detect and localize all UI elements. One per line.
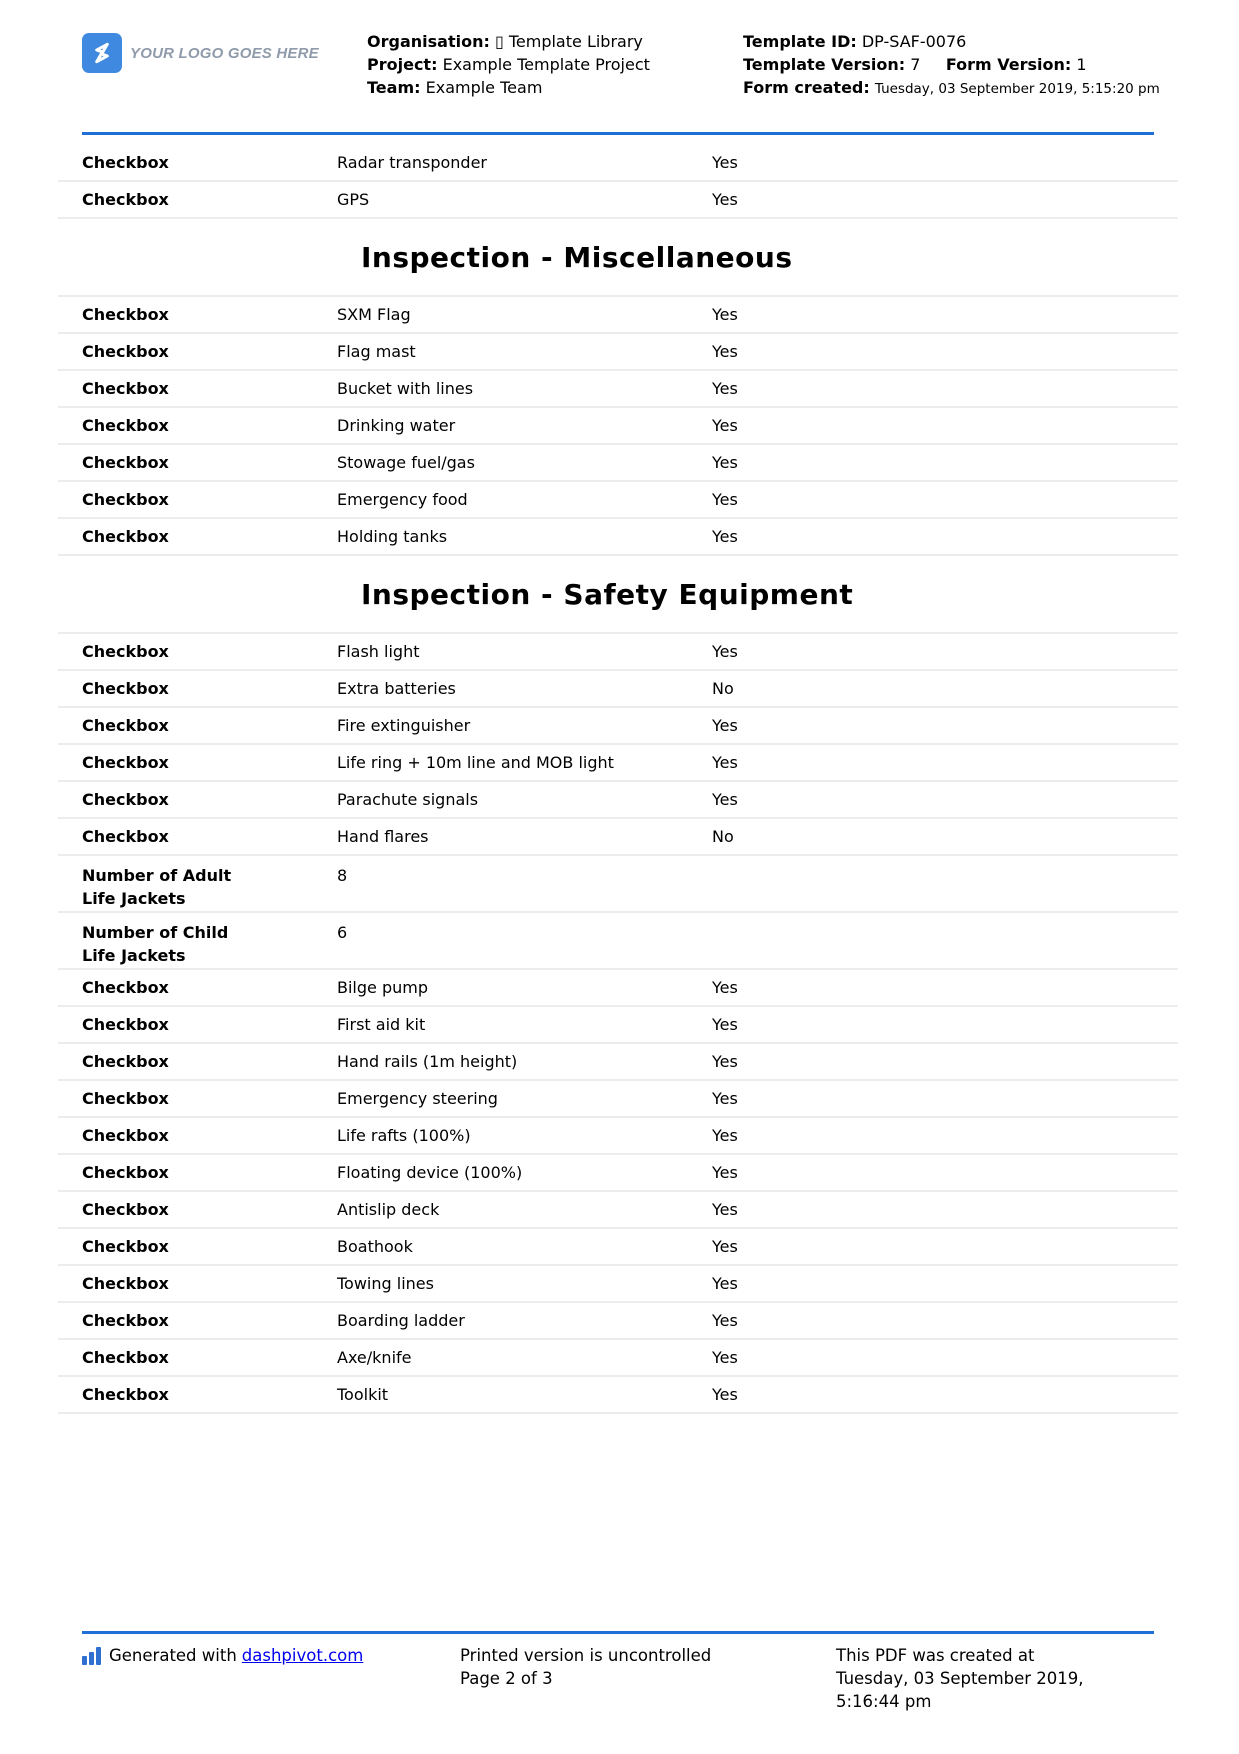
field-label: Number of Adult Life Jackets <box>82 866 232 908</box>
field-type: Checkbox <box>82 716 169 735</box>
table-row <box>58 371 1178 408</box>
project-value: Example Template Project <box>442 55 650 74</box>
organisation-label: Organisation: <box>367 32 490 51</box>
field-value: Yes <box>712 1163 738 1182</box>
table-row <box>58 182 1178 219</box>
footer-divider <box>82 1631 1154 1634</box>
field-label: Number of Child Life Jackets <box>82 923 229 965</box>
field-label: Flash light <box>337 642 420 661</box>
table-row <box>58 1229 1178 1266</box>
section-title-safety-equipment: Inspection - Safety Equipment <box>58 556 1178 634</box>
table-row <box>58 408 1178 445</box>
table-row <box>58 708 1178 745</box>
table-row <box>58 297 1178 334</box>
field-label: First aid kit <box>337 1015 426 1034</box>
checklist-group-safety-equipment <box>58 634 1178 856</box>
field-value: 6 <box>337 923 348 942</box>
header-divider <box>82 132 1154 135</box>
dashpivot-link[interactable]: dashpivot.com <box>241 1646 364 1665</box>
dashpivot-bars-icon <box>82 1647 101 1665</box>
field-label: Hand flares <box>337 827 429 846</box>
field-label: Fire extinguisher <box>337 716 471 735</box>
template-id-label: Template ID: <box>743 32 857 51</box>
field-type: Checkbox <box>82 1126 169 1145</box>
life-jacket-counts <box>58 856 1178 970</box>
field-type: Checkbox <box>82 1385 169 1404</box>
field-value: Yes <box>712 1200 738 1219</box>
table-row <box>58 856 1178 913</box>
field-label: Extra batteries <box>337 679 456 698</box>
section-title-miscellaneous: Inspection - Miscellaneous <box>58 219 1178 297</box>
field-type: Checkbox <box>82 1163 169 1182</box>
table-row <box>58 482 1178 519</box>
field-value: Yes <box>712 305 738 324</box>
field-value: Yes <box>712 1052 738 1071</box>
field-label: Bucket with lines <box>337 379 474 398</box>
field-label: Life ring + 10m line and MOB light <box>337 753 614 772</box>
field-label: Toolkit <box>337 1385 389 1404</box>
field-type: Checkbox <box>82 1311 169 1330</box>
field-value: Yes <box>712 490 738 509</box>
field-value: Yes <box>712 716 738 735</box>
table-row <box>58 1155 1178 1192</box>
field-type: Checkbox <box>82 1089 169 1108</box>
field-value: Yes <box>712 153 738 172</box>
header-meta-template <box>743 30 1163 101</box>
team-value: Example Team <box>425 78 543 97</box>
table-row <box>58 519 1178 556</box>
table-row <box>58 671 1178 708</box>
checklist-group-miscellaneous <box>58 297 1178 556</box>
field-type: Checkbox <box>82 642 169 661</box>
field-type: Checkbox <box>82 753 169 772</box>
logo-icon <box>82 33 122 73</box>
field-label: Radar transponder <box>337 153 487 172</box>
field-label: Towing lines <box>337 1274 434 1293</box>
table-row <box>58 1007 1178 1044</box>
table-row <box>58 445 1178 482</box>
form-created-label: Form created: <box>743 78 870 97</box>
field-type: Checkbox <box>82 1015 169 1034</box>
field-type: Checkbox <box>82 679 169 698</box>
template-version-value: 7 <box>910 55 921 74</box>
table-row <box>58 782 1178 819</box>
print-info <box>460 1644 711 1690</box>
field-type: Checkbox <box>82 1274 169 1293</box>
table-row <box>58 1340 1178 1377</box>
field-value: Yes <box>712 1089 738 1108</box>
field-value: 8 <box>337 866 348 885</box>
field-value: Yes <box>712 1385 738 1404</box>
field-value: Yes <box>712 342 738 361</box>
field-type: Checkbox <box>82 416 169 435</box>
table-row <box>58 745 1178 782</box>
field-value: Yes <box>712 527 738 546</box>
field-type: Checkbox <box>82 1200 169 1219</box>
field-label: Hand rails (1m height) <box>337 1052 518 1071</box>
field-type: Checkbox <box>82 827 169 846</box>
field-value: Yes <box>712 1311 738 1330</box>
field-type: Checkbox <box>82 453 169 472</box>
table-row <box>58 145 1178 182</box>
field-value: Yes <box>712 1015 738 1034</box>
field-value: No <box>712 679 734 698</box>
checklist-group-safety-equipment-continued <box>58 970 1178 1414</box>
pdf-created-line1: This PDF was created at <box>836 1646 1035 1665</box>
project-label: Project: <box>367 55 438 74</box>
pdf-created-line3: 5:16:44 pm <box>836 1692 932 1711</box>
organisation-value: ▯ Template Library <box>494 32 643 51</box>
field-label: Bilge pump <box>337 978 428 997</box>
table-row <box>58 913 1178 970</box>
field-type: Checkbox <box>82 978 169 997</box>
field-label: Parachute signals <box>337 790 479 809</box>
form-created-value: Tuesday, 03 September 2019, 5:15:20 pm <box>874 81 1160 97</box>
table-row <box>58 1377 1178 1414</box>
form-version-value: 1 <box>1076 55 1087 74</box>
team-label: Team: <box>367 78 421 97</box>
field-value: Yes <box>712 978 738 997</box>
field-type: Checkbox <box>82 790 169 809</box>
logo-text: YOUR LOGO GOES HERE <box>130 44 319 62</box>
form-content <box>58 145 1178 1414</box>
checklist-group-navigation <box>58 145 1178 219</box>
field-value: Yes <box>712 190 738 209</box>
field-value: Yes <box>712 790 738 809</box>
field-label: Emergency steering <box>337 1089 498 1108</box>
field-label: Antislip deck <box>337 1200 440 1219</box>
company-logo <box>82 33 319 73</box>
field-label: Emergency food <box>337 490 468 509</box>
field-value: Yes <box>712 1126 738 1145</box>
field-type: Checkbox <box>82 190 169 209</box>
field-value: Yes <box>712 642 738 661</box>
field-label: Stowage fuel/gas <box>337 453 475 472</box>
pdf-created-line2: Tuesday, 03 September 2019, <box>836 1669 1084 1688</box>
field-value: Yes <box>712 1274 738 1293</box>
field-value: Yes <box>712 379 738 398</box>
field-type: Checkbox <box>82 305 169 324</box>
field-label: Life rafts (100%) <box>337 1126 471 1145</box>
field-label: GPS <box>337 190 370 209</box>
field-label: Axe/knife <box>337 1348 412 1367</box>
table-row <box>58 1192 1178 1229</box>
field-type: Checkbox <box>82 1052 169 1071</box>
template-version-label: Template Version: <box>743 55 906 74</box>
field-value: No <box>712 827 734 846</box>
header-meta-organisation <box>367 30 727 99</box>
field-value: Yes <box>712 1348 738 1367</box>
field-label: Holding tanks <box>337 527 448 546</box>
field-type: Checkbox <box>82 1237 169 1256</box>
field-label: Flag mast <box>337 342 416 361</box>
table-row <box>58 634 1178 671</box>
field-value: Yes <box>712 453 738 472</box>
template-id-value: DP-SAF-0076 <box>861 32 967 51</box>
table-row <box>58 334 1178 371</box>
table-row <box>58 1266 1178 1303</box>
field-type: Checkbox <box>82 342 169 361</box>
pdf-created-info <box>836 1644 1136 1713</box>
field-type: Checkbox <box>82 527 169 546</box>
generated-with <box>82 1644 363 1667</box>
field-type: Checkbox <box>82 379 169 398</box>
field-type: Checkbox <box>82 490 169 509</box>
generated-prefix: Generated with <box>109 1646 237 1665</box>
field-value: Yes <box>712 416 738 435</box>
field-label: Floating device (100%) <box>337 1163 523 1182</box>
table-row <box>58 1303 1178 1340</box>
field-label: SXM Flag <box>337 305 411 324</box>
field-label: Drinking water <box>337 416 456 435</box>
field-type: Checkbox <box>82 1348 169 1367</box>
form-version-label: Form Version: <box>945 55 1072 74</box>
field-value: Yes <box>712 1237 738 1256</box>
table-row <box>58 1081 1178 1118</box>
table-row <box>58 1044 1178 1081</box>
field-label: Boarding ladder <box>337 1311 465 1330</box>
field-label: Boathook <box>337 1237 413 1256</box>
page-header <box>82 30 1160 134</box>
page-number: Page 2 of 3 <box>460 1669 553 1688</box>
table-row <box>58 819 1178 856</box>
field-type: Checkbox <box>82 153 169 172</box>
field-value: Yes <box>712 753 738 772</box>
table-row <box>58 1118 1178 1155</box>
table-row <box>58 970 1178 1007</box>
uncontrolled-notice: Printed version is uncontrolled <box>460 1646 712 1665</box>
